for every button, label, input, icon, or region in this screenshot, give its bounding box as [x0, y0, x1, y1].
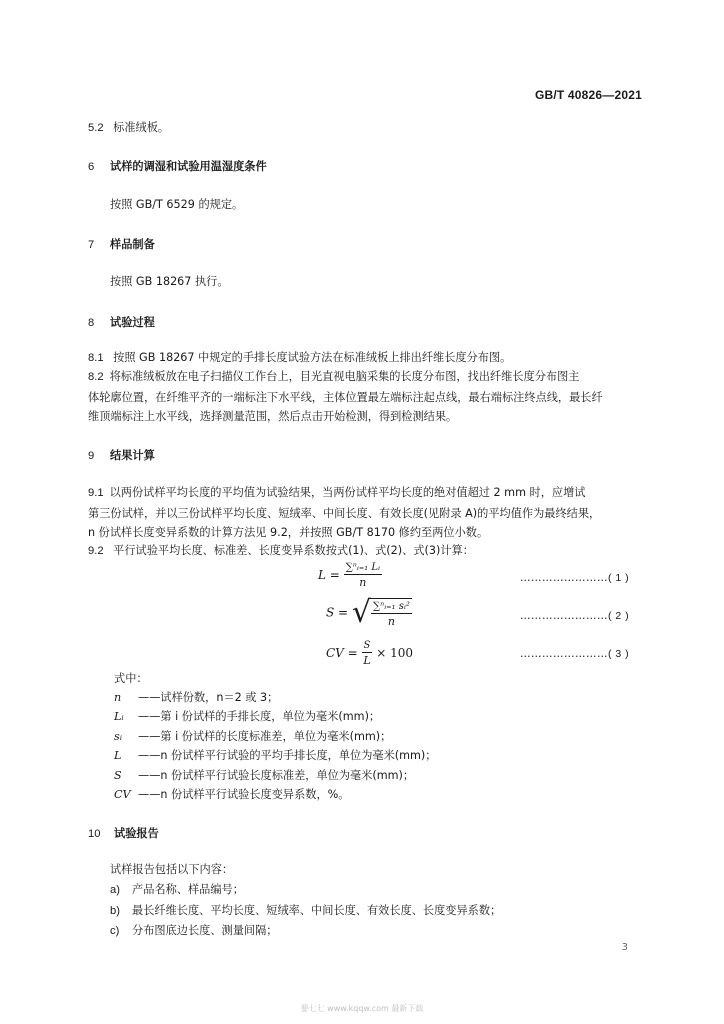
clause-text: 标准绒板。 [113, 121, 170, 134]
clause-line: 维顶端标注上水平线，选择测量范围，然后点击开始检测，得到检测结果。 [88, 410, 458, 423]
definition: ——试样份数，n＝2 或 3； [138, 691, 279, 704]
formula-3 [326, 640, 413, 667]
clause-9-1 [88, 483, 648, 543]
where-list [114, 688, 437, 804]
formula-fraction [371, 601, 412, 628]
item-text: 产品名称、样品编号； [132, 883, 244, 896]
equation-number: ( 1 ) [608, 572, 630, 584]
radical-sign: √ [351, 595, 372, 630]
definition: ——第 i 份试样的长度标准差，单位为毫米(mm)； [138, 729, 392, 743]
symbol: Lᵢ [114, 710, 124, 724]
section-title: 试验报告 [114, 827, 159, 840]
report-item [110, 921, 501, 942]
item-label: a) [110, 884, 120, 896]
fraction-numerator: ∑ⁿᵢ₌₁ Lᵢ [345, 562, 380, 573]
page-number: 3 [621, 942, 628, 953]
definition: ——第 i 份试样的手排长度，单位为毫米(mm)； [138, 710, 381, 724]
fraction-denominator: n [387, 615, 395, 628]
clause-number: 8.2 [88, 371, 104, 383]
section-number: 10 [88, 828, 101, 840]
formula-2 [326, 595, 412, 630]
formula-3-leader [520, 648, 629, 660]
symbol: S [114, 768, 122, 782]
clause-5-2 [88, 118, 169, 138]
where-item [114, 688, 437, 707]
item-label: c) [110, 925, 120, 938]
section-7-body: 按照 GB 18267 执行。 [110, 275, 229, 288]
section-number: 7 [88, 239, 95, 251]
section-heading-6 [88, 158, 267, 174]
clause-8-1 [88, 348, 648, 369]
section-number: 6 [88, 161, 95, 173]
watermark: 要七七 www.kqqw.com 最新下载 [300, 1004, 424, 1013]
fraction-numerator: ∑ⁿᵢ₌₁ sᵢ² [373, 601, 410, 612]
section-title: 结果计算 [110, 449, 155, 462]
clause-number: 9.2 [88, 545, 104, 557]
definition: ——n 份试样平行试验长度标准差，单位为毫米(mm)； [138, 768, 415, 782]
clause-number: 8.1 [88, 352, 104, 364]
formula-1 [318, 562, 382, 589]
section-heading-7 [88, 236, 155, 252]
section-6-body: 按照 GB/T 6529 的规定。 [110, 198, 244, 211]
item-text: 最长纤维长度、平均长度、短绒率、中间长度、有效长度、长度变异系数； [132, 903, 502, 917]
leader-dots: …………………… [520, 648, 608, 660]
item-label: b) [110, 904, 120, 917]
clause-line: n 份试样长度变异系数的计算方法见 9.2，并按照 GB/T 8170 修约至两位小数。 [88, 526, 489, 539]
clause-number: 5.2 [88, 122, 104, 134]
formula-lhs: S = [326, 605, 349, 620]
section-title: 试验过程 [110, 316, 155, 329]
formula-lhs: CV = [326, 646, 358, 660]
formula-rest: × 100 [376, 646, 414, 660]
section-heading-10 [88, 825, 159, 841]
where-title: 式中： [114, 672, 148, 685]
item-text: 分布图底边长度、测量间隔； [132, 924, 278, 938]
report-item [110, 901, 501, 922]
section-heading-9 [88, 447, 155, 463]
section-number: 9 [88, 450, 95, 462]
clause-number: 9.1 [88, 487, 104, 499]
standard-code: GB/T 40826—2021 [534, 88, 642, 102]
section-number: 8 [88, 317, 95, 329]
report-intro: 试样报告包括以下内容： [110, 863, 234, 876]
where-item [114, 785, 437, 804]
clause-line: 体轮廓位置，在纤维平齐的一端标注下水平线，主体位置最左端标注起点线，最右端标注终点线，最长纤 [88, 390, 603, 404]
clause-9-2 [88, 541, 648, 562]
where-item [114, 746, 437, 765]
symbol: sᵢ [114, 729, 122, 743]
equation-number: ( 3 ) [608, 648, 630, 660]
clause-line: 将标准绒板放在电子扫描仪工作台上，目光直视电脑采集的长度分布图，找出纤维长度分布图主 [109, 370, 580, 383]
fraction-denominator: n [359, 576, 367, 589]
clause-8-2 [88, 367, 648, 427]
report-item [110, 880, 501, 901]
symbol: L [114, 749, 122, 763]
section-heading-8 [88, 314, 155, 330]
where-item [114, 727, 437, 746]
square-root [351, 595, 412, 630]
definition: ——n 份试样平行试验长度变异系数，%。 [138, 788, 350, 802]
fraction-numerator: S [363, 640, 371, 651]
section-title: 试样的调湿和试验用温湿度条件 [110, 160, 267, 173]
where-item [114, 766, 437, 785]
fraction-denominator: L [363, 654, 371, 667]
symbol: n [114, 691, 122, 704]
formula-lhs: L = [318, 568, 340, 582]
clause-text: 平行试验平均长度、标准差、长度变异系数按式(1)、式(2)、式(3)计算： [113, 544, 474, 557]
equation-number: ( 2 ) [608, 610, 630, 622]
formula-fraction [362, 640, 373, 667]
leader-dots: …………………… [520, 572, 608, 584]
formula-1-leader [520, 572, 629, 584]
symbol: CV [114, 788, 131, 802]
clause-line: 以两份试样平均长度的平均值为试验结果，当两份试样平均长度的绝对值超过 2 mm 时，应增试 [109, 486, 586, 499]
where-item [114, 707, 437, 726]
leader-dots: …………………… [520, 610, 608, 622]
report-items [110, 880, 501, 942]
clause-line: 第三份试样，并以三份试样平均长度、短绒率、中间长度、有效长度(见附录 A)的平均值作为最终结果， [88, 506, 601, 520]
formula-2-leader [520, 610, 629, 622]
clause-text: 按照 GB 18267 中规定的手排长度试验方法在标准绒板上排出纤维长度分布图。 [113, 351, 512, 364]
formula-fraction [344, 562, 382, 589]
section-title: 样品制备 [110, 238, 155, 251]
definition: ——n 份试样平行试验的平均手排长度，单位为毫米(mm)； [138, 749, 437, 763]
